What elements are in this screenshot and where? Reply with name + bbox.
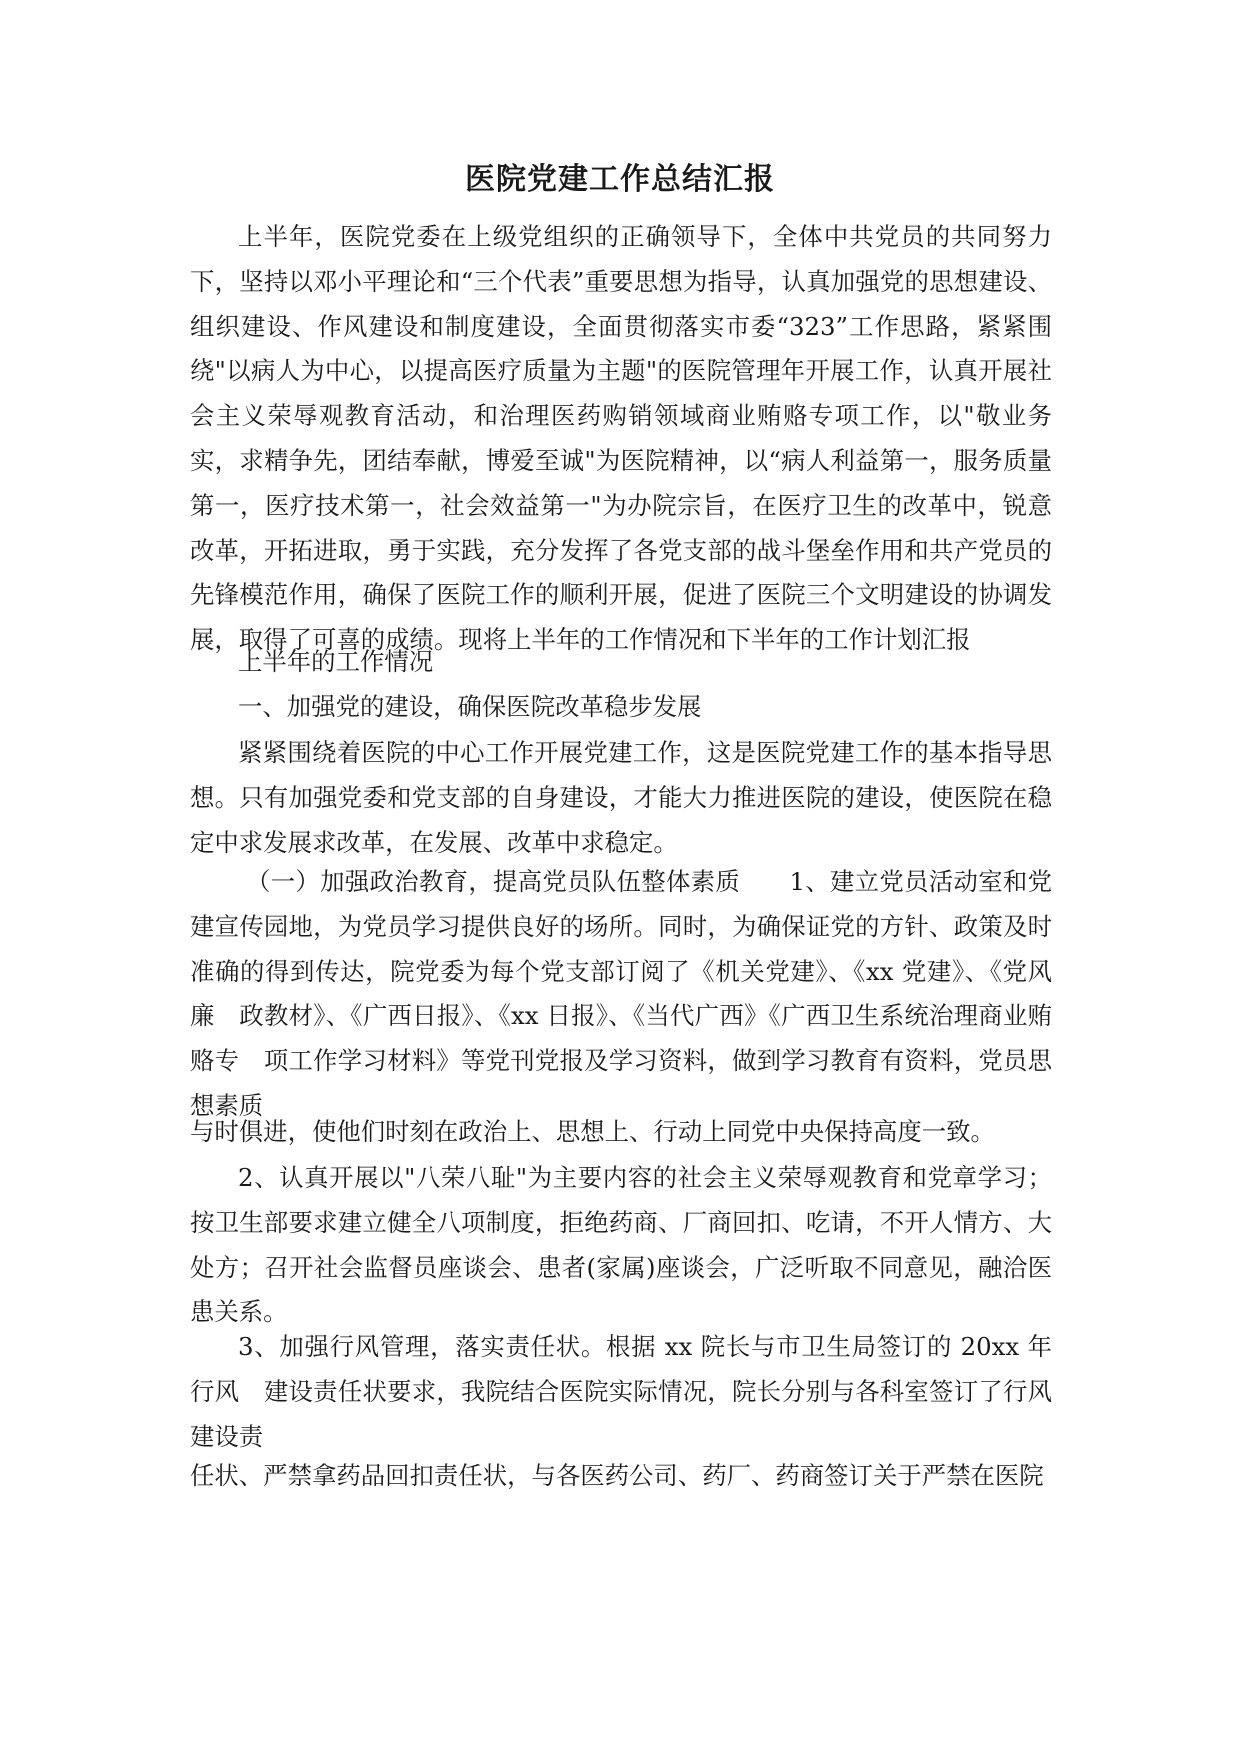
heading-section-one: 一、加强党的建设，确保医院改革稳步发展 xyxy=(238,692,702,721)
paragraph-intro: 上半年，医院党委在上级党组织的正确领导下，全体中共党员的共同努力下，坚持以邓小平理论和“三个代表”重要思想为指导，认真加强党的思想建设、组织建设、作风建设和制度建设，全面贯彻落实市委“323”工作思路，紧紧围绕"以病人为中心，以提高医疗质量为主题"的医院管理年开展工作，认真开展社会主义荣辱观教育活动，和治理医药购销领域商业贿赂专项工作，以"敬业务实，求精争先，团结奉献，博爱至诚"为医院精神，以“病人利益第一，服务质量第一，医疗技术第一，社会效益第一"为办院宗旨，在医疗卫生的改革中，锐意改革，开拓进取，勇于实践，充分发挥了各党支部的战斗堡垒作用和共产党员的先锋模范作用，确保了医院工作的顺利开展，促进了医院三个文明建设的协调发展，取得了可喜的成绩。现将上半年的工作情况和下半年的工作计划汇报 xyxy=(190,222,1052,655)
paragraph-continuation-a: 与时俱进，使他们时刻在政治上、思想上、行动上同党中央保持高度一致。 xyxy=(190,1117,995,1146)
paragraph-subsection-one: （一）加强政治教育，提高党员队伍整体素质 1、建立党员活动室和党建宣传园地，为党员学习提供良好的场所。同时，为确保证党的方针、政策及时准确的得到传达，院党委为每个党支部订阅了《机关党建》、《xx 党建》、《党风廉 政教材》、《广西日报》、《xx 日报》、《当代广西》《广西卫生系统治理商业贿赂专 项工作学习材料》等党刊党报及学习资料，做到学习教育有资料，党员思想素质 xyxy=(190,867,1052,1120)
paragraph-item-two: 2、认真开展以"八荣八耻"为主要内容的社会主义荣辱观教育和党章学习；按卫生部要求建立健全八项制度，拒绝药商、厂商回扣、吃请，不开人情方、大处方；召开社会监督员座谈会、患者(家属)座谈会，广泛听取不同意见，融洽医患关系。 xyxy=(190,1163,1052,1327)
paragraph-section-one: 紧紧围绕着医院的中心工作开展党建工作，这是医院党建工作的基本指导思想。只有加强党委和党支部的自身建设，才能大力推进医院的建设，使医院在稳定中求发展求改革，在发展、改革中求稳定。 xyxy=(190,738,1052,857)
heading-first-half-work: 上半年的工作情况 xyxy=(238,647,434,676)
paragraph-item-three: 3、加强行风管理，落实责任状。根据 xx 院长与市卫生局签订的 20xx 年行风 建设责任状要求，我院结合医院实际情况，院长分别与各科室签订了行风建设责 xyxy=(190,1332,1052,1451)
paragraph-continuation-b: 任状、严禁拿药品回扣责任状，与各医药公司、药厂、药商签订关于严禁在医院 xyxy=(190,1461,1044,1490)
document-title: 医院党建工作总结汇报 xyxy=(465,162,775,197)
